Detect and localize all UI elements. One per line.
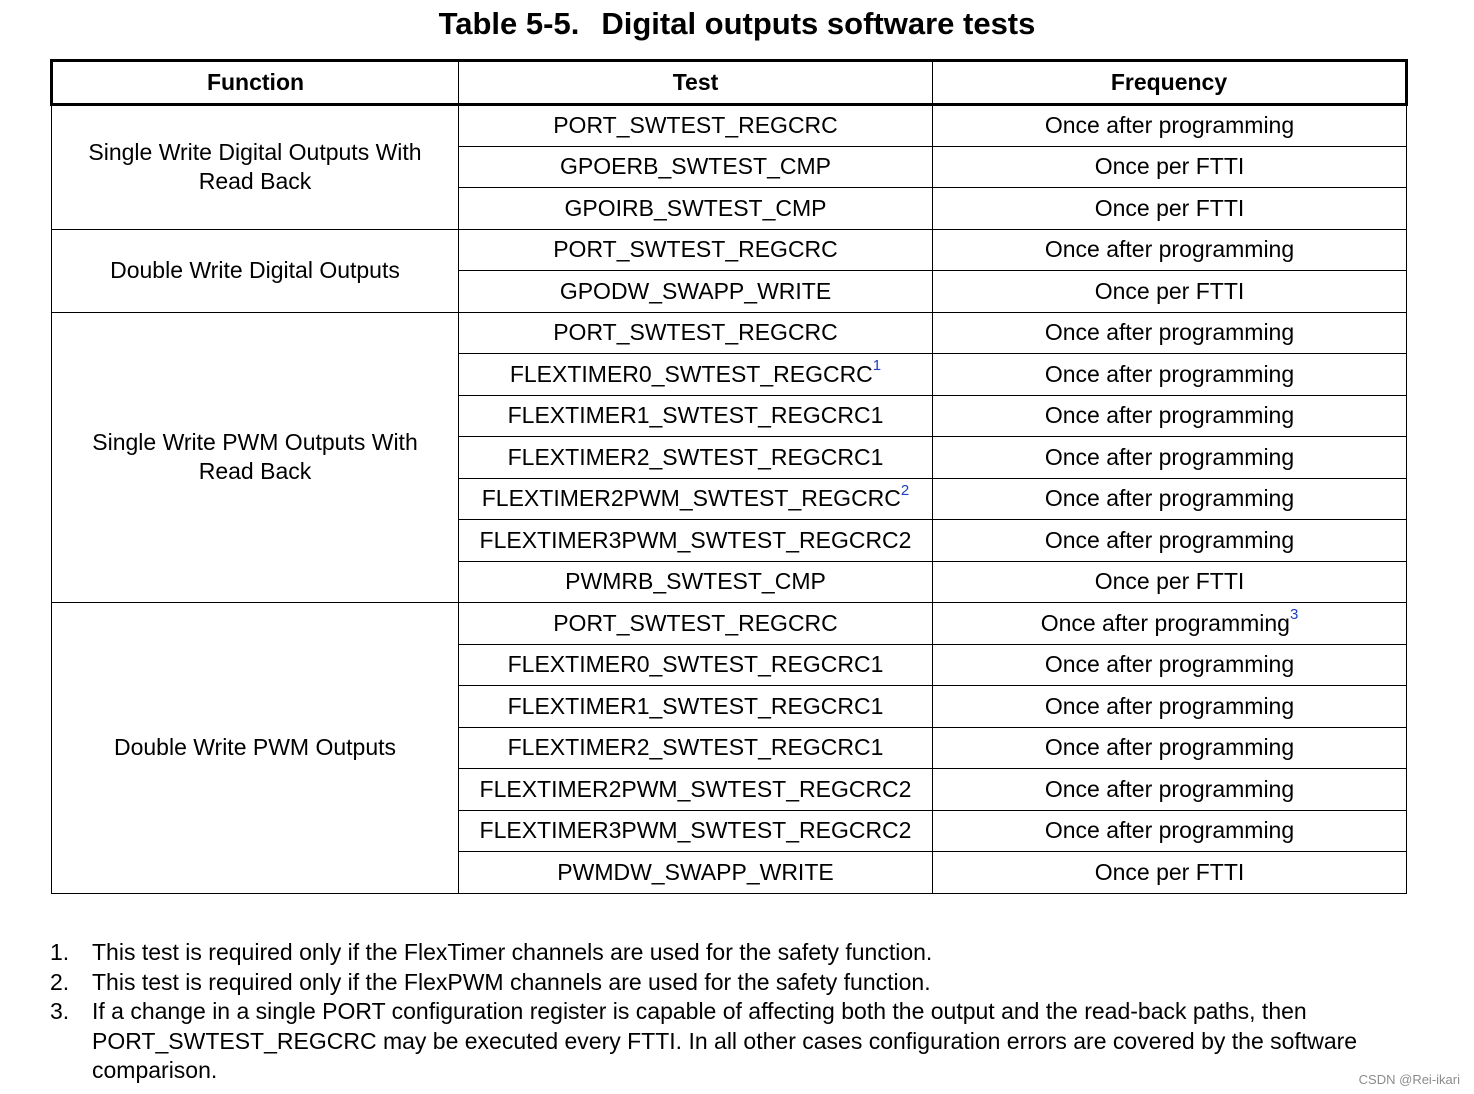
frequency-value: Once after programming bbox=[1044, 526, 1295, 553]
frequency-cell bbox=[933, 229, 1407, 271]
frequency-cell bbox=[933, 478, 1407, 520]
test-cell bbox=[459, 271, 933, 313]
table-body bbox=[52, 105, 1407, 894]
test-name: PORT_SWTEST_REGCRC bbox=[553, 112, 838, 139]
frequency-cell bbox=[933, 437, 1407, 479]
footnote-text: This test is required only if the FlexTimer channels are used for the safety function. bbox=[92, 939, 933, 965]
digital-outputs-table bbox=[50, 59, 1408, 894]
frequency-value: Once after programming bbox=[1044, 734, 1295, 761]
test-name: FLEXTIMER3PWM_SWTEST_REGCRC2 bbox=[479, 526, 912, 553]
footnote-number: 2. bbox=[50, 968, 70, 995]
test-name: GPOIRB_SWTEST_CMP bbox=[564, 194, 827, 221]
frequency-cell bbox=[933, 769, 1407, 811]
test-name: FLEXTIMER2PWM_SWTEST_REGCRC bbox=[481, 485, 901, 512]
footnote-number: 3. bbox=[50, 998, 70, 1024]
test-name: GPOERB_SWTEST_CMP bbox=[560, 153, 831, 180]
column-header-function: Function bbox=[52, 61, 459, 105]
header-row bbox=[52, 61, 1407, 105]
table-row bbox=[52, 105, 1407, 147]
test-cell bbox=[459, 520, 933, 562]
frequency-cell bbox=[933, 727, 1407, 769]
footnote-item bbox=[50, 938, 1410, 968]
frequency-cell bbox=[933, 271, 1407, 313]
table-number: Table 5-5. bbox=[438, 6, 580, 41]
function-cell: Single Write Digital Outputs With Read Back bbox=[52, 105, 459, 230]
frequency-value: Once after programming bbox=[1044, 236, 1295, 263]
test-cell bbox=[459, 852, 933, 894]
frequency-value: Once after programming bbox=[1040, 609, 1290, 636]
frequency-value: Once after programming bbox=[1044, 402, 1295, 429]
frequency-value: Once per FTTI bbox=[1094, 568, 1245, 595]
frequency-value: Once per FTTI bbox=[1094, 277, 1245, 304]
frequency-cell bbox=[933, 105, 1407, 147]
test-name: FLEXTIMER1_SWTEST_REGCRC1 bbox=[507, 692, 884, 719]
test-cell bbox=[459, 229, 933, 271]
test-cell bbox=[459, 478, 933, 520]
frequency-cell bbox=[933, 852, 1407, 894]
column-header-frequency: Frequency bbox=[933, 61, 1407, 105]
test-cell bbox=[459, 354, 933, 396]
test-name: FLEXTIMER0_SWTEST_REGCRC bbox=[509, 360, 873, 387]
test-cell bbox=[459, 395, 933, 437]
frequency-value: Once after programming bbox=[1044, 775, 1295, 802]
frequency-value: Once after programming bbox=[1044, 692, 1295, 719]
test-cell bbox=[459, 686, 933, 728]
test-cell bbox=[459, 437, 933, 479]
frequency-value: Once per FTTI bbox=[1094, 194, 1245, 221]
footnote-text: This test is required only if the FlexPWM channels are used for the safety function. bbox=[92, 968, 931, 995]
test-cell bbox=[459, 603, 933, 645]
footnote-item bbox=[50, 968, 1410, 998]
frequency-cell bbox=[933, 188, 1407, 230]
test-name: FLEXTIMER2_SWTEST_REGCRC1 bbox=[507, 443, 884, 470]
test-name: PORT_SWTEST_REGCRC bbox=[553, 319, 838, 346]
test-name: PWMRB_SWTEST_CMP bbox=[565, 568, 826, 595]
frequency-cell bbox=[933, 686, 1407, 728]
table-row bbox=[52, 312, 1407, 354]
frequency-cell bbox=[933, 644, 1407, 686]
frequency-value: Once after programming bbox=[1044, 651, 1295, 678]
test-cell bbox=[459, 561, 933, 603]
footnote-text: If a change in a single PORT configuration register is capable of affecting both the output and the read-back paths, then PORT_SWTEST_REGCRC may be executed every FTTI. In all other cases configuration errors are covered by the software comparison. bbox=[92, 998, 1358, 1083]
test-name: PWMDW_SWAPP_WRITE bbox=[557, 858, 834, 885]
frequency-value: Once after programming bbox=[1044, 817, 1295, 844]
table-caption: Digital outputs software tests bbox=[601, 6, 1036, 41]
function-cell: Double Write PWM Outputs bbox=[52, 603, 459, 894]
test-name: FLEXTIMER2PWM_SWTEST_REGCRC2 bbox=[479, 775, 912, 802]
frequency-value: Once after programming bbox=[1044, 360, 1295, 387]
table-row bbox=[52, 603, 1407, 645]
table-row bbox=[52, 229, 1407, 271]
table-title bbox=[0, 6, 1474, 42]
frequency-value: Once per FTTI bbox=[1094, 858, 1245, 885]
frequency-cell bbox=[933, 395, 1407, 437]
frequency-cell bbox=[933, 146, 1407, 188]
test-cell bbox=[459, 769, 933, 811]
test-name: FLEXTIMER1_SWTEST_REGCRC1 bbox=[507, 402, 884, 429]
footnote-reference[interactable]: 3 bbox=[1289, 606, 1299, 624]
footnote-item bbox=[50, 997, 1410, 1086]
test-cell bbox=[459, 146, 933, 188]
test-name: PORT_SWTEST_REGCRC bbox=[553, 609, 838, 636]
frequency-value: Once after programming bbox=[1044, 443, 1295, 470]
test-name: PORT_SWTEST_REGCRC bbox=[553, 236, 838, 263]
test-cell bbox=[459, 188, 933, 230]
function-cell: Double Write Digital Outputs bbox=[52, 229, 459, 312]
frequency-cell bbox=[933, 603, 1407, 645]
column-header-test: Test bbox=[459, 61, 933, 105]
test-cell bbox=[459, 727, 933, 769]
test-cell bbox=[459, 644, 933, 686]
frequency-cell bbox=[933, 810, 1407, 852]
frequency-value: Once after programming bbox=[1044, 112, 1295, 139]
frequency-cell bbox=[933, 520, 1407, 562]
test-name: FLEXTIMER0_SWTEST_REGCRC1 bbox=[507, 651, 884, 678]
test-name: GPODW_SWAPP_WRITE bbox=[559, 277, 832, 304]
frequency-value: Once after programming bbox=[1044, 485, 1295, 512]
footnotes bbox=[50, 938, 1410, 1086]
footnote-reference[interactable]: 1 bbox=[872, 357, 882, 375]
test-cell bbox=[459, 312, 933, 354]
test-cell bbox=[459, 105, 933, 147]
frequency-value: Once after programming bbox=[1044, 319, 1295, 346]
frequency-cell bbox=[933, 354, 1407, 396]
watermark: CSDN @Rei-ikari bbox=[1358, 1072, 1460, 1087]
frequency-cell bbox=[933, 312, 1407, 354]
frequency-value: Once per FTTI bbox=[1094, 153, 1245, 180]
footnote-reference[interactable]: 2 bbox=[900, 481, 910, 499]
frequency-cell bbox=[933, 561, 1407, 603]
footnote-number: 1. bbox=[50, 939, 70, 965]
test-name: FLEXTIMER2_SWTEST_REGCRC1 bbox=[507, 734, 884, 761]
test-name: FLEXTIMER3PWM_SWTEST_REGCRC2 bbox=[479, 817, 912, 844]
function-cell: Single Write PWM Outputs With Read Back bbox=[52, 312, 459, 603]
test-cell bbox=[459, 810, 933, 852]
